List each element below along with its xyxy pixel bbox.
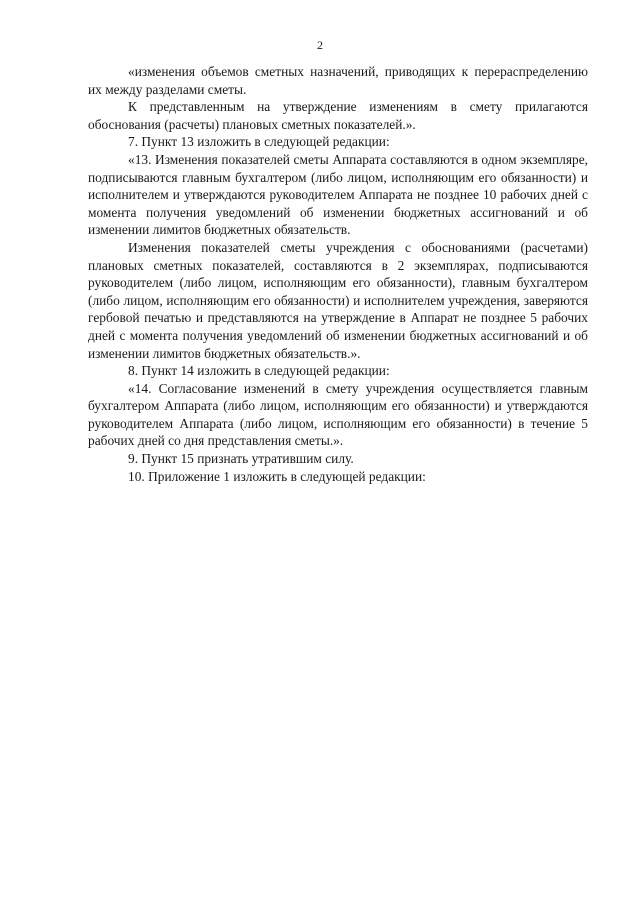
paragraph-point-14-text: «14. Согласование изменений в смету учреждения осуществляется главным бухгалтером Аппарата (либо лицом, исполняющим его обязанности) и утверждаются руководителем Аппарата (либо лицом, исполняющим его обязанности) в течение 5 рабочих дней со дня представления сметы.». — [88, 380, 588, 449]
paragraph-smeta-redistribution: «изменения объемов сметных назначений, приводящих к перераспределению их между разделами сметы. — [88, 64, 588, 97]
paragraph-institution-changes: Изменения показателей сметы учреждения с обоснованиями (расчетами) плановых сметных показателей, составляются в 2 экземплярах, подписываются руководителем (либо лицом, исполняющим его обязанности), главным бухгалтером (либо лицом, исполняющим его обязанности) и исполнителем учреждения, заверяются гербовой печатью и представляются на утверждение в Аппарат не позднее 5 рабочих дней с момента получения уведомлений об изменении бюджетных ассигнований и об изменении лимитов бюджетных обязательств.». — [88, 239, 588, 361]
paragraph-item-9: 9. Пункт 15 признать утратившим силу. — [128, 451, 354, 467]
paragraph-item-7-header: 7. Пункт 13 изложить в следующей редакции: — [128, 134, 390, 150]
paragraph-point-13-text: «13. Изменения показателей сметы Аппарата составляются в одном экземпляре, подписываются главным бухгалтером (либо лицом, исполняющим его обязанности) и исполнителем и утверждаются руководителем Аппарата не позднее 10 рабочих дней с момента получения уведомлений об изменении бюджетных ассигнований и об изменении лимитов бюджетных обязательств. — [88, 151, 588, 238]
page-number: 2 — [317, 38, 323, 52]
paragraph-item-8-header: 8. Пункт 14 изложить в следующей редакции: — [128, 363, 390, 379]
paragraph-item-10-header: 10. Приложение 1 изложить в следующей редакции: — [128, 468, 426, 484]
paragraph-justifications-attached: К представленным на утверждение изменениям в смету прилагаются обоснования (расчеты) плановых сметных показателей.». — [88, 99, 588, 132]
document-body — [88, 63, 588, 485]
